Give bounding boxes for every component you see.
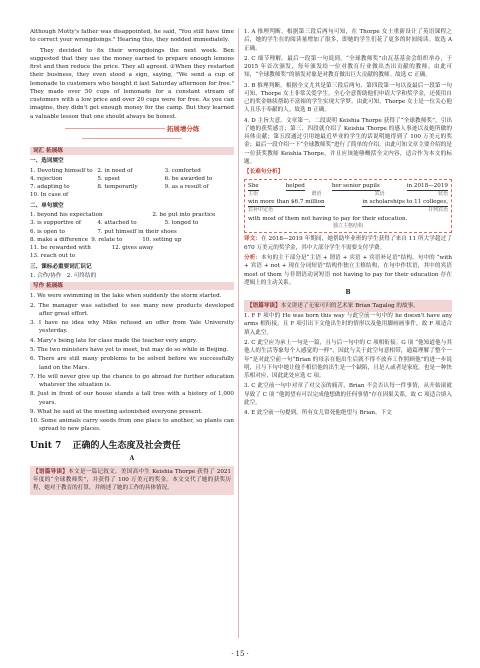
analysis-note: 分析：本句的主干部分是“主语 + 谓语 + 宾语 + 宾语补足语”结构。句中的 “with + 宾语 + not + 现在分词短语”结构作独立主格结构，在句中作状语，其中的宾语 most of them 与非谓语动词短语 not having to pay for their education 存在逻辑上的主动关系。: [244, 255, 452, 286]
list-item: 4. attached to: [97, 220, 137, 227]
analysis-sub-3: 独立主格结构: [332, 223, 363, 230]
part1-title: 一、选词填空: [30, 158, 64, 165]
list-item: 3. I have no idea why Mike refused an offer from Yale University yesterday.: [30, 320, 234, 335]
answer-item: 3. C 此空前一句中对章了对父亲的痛苦，Brian 不会否认每一件事情，从开始滚就导致了 C 项 “他渴望有可以完成他想做的任何事情”存在因果关系，故 C 项适合填入此空。: [244, 383, 452, 406]
right-column: [244, 28, 452, 419]
list-item: 3. is supportive of: [30, 220, 81, 227]
answer-item: 2. C 此空应为承上一句是一篇，且与后一句中的 C 项相衔接。G 项 “他知道他与其他人的生活等象每个人感觉的一样”，因此与关于此空句意相带，通篇理解了整个一年”是对此空前一句“Brian 的母亲在他出生后就不得不放弃工作照顾他”的进一步说明，且与下句中她让他不相信他的出生是一个缺陷，且是人或者是家庭。也是一种快乐相对应，因此此处应选 C 项。: [244, 340, 452, 380]
list-item: 12. gives away: [111, 245, 154, 252]
list-item: 5. longed to: [164, 220, 199, 227]
answer-item: 4. E 此空前一句提到，所有女儿常死他绝望与 Brian。下文: [244, 410, 392, 417]
answer-item: 1. A 推理判断。根据第三段后两句可知，在 Thorpe 女士重新设计了英语课程之后，她的学生在的阅读量增加了很多，即她的学生们花了更多的时间阅读。故选 A 正确。: [244, 29, 452, 52]
part3-title: 三、课标必重要词汇识记: [30, 263, 92, 270]
unit-heading: [30, 440, 234, 453]
analysis-line-1: She helped her senior pupils in 2018—2019: [248, 182, 448, 191]
list-item: 10. setting up: [142, 236, 182, 243]
list-item: 4. Mary's being late for class made the teacher very angry.: [30, 337, 198, 344]
list-item: 10. In case of: [30, 192, 69, 199]
list-item: 13. reach out to: [30, 253, 76, 260]
exercise-header: 词汇 拓展练: [30, 147, 234, 155]
list-item: 3. comforted: [164, 167, 201, 174]
analysis-tag: 【长难句分析】: [244, 169, 284, 176]
list-item: 7. adapting to: [30, 184, 70, 191]
list-item: 8. make a difference: [30, 236, 89, 243]
reading-guide-b: 【语篇导读】本文讲述了无家可归的艺术家 Brian Tagalog 的故事。: [244, 300, 452, 312]
page-number: · 15 ·: [231, 650, 249, 658]
answer-item: 2. C 细节理解。最后一段第一句说到，“全球教师奖”由瓦基基金会组织举办，于 2015 年首次颁发，每年颁发给一位对教育行业做出杰出贡献的教师。由此可知，“全球教师奖”的颁发对象是对教育做出巨大贡献的教师。故选 C 正确。: [244, 55, 452, 79]
guide-tag: 【语篇导读】: [33, 468, 69, 475]
list-item: 7. He will never give up the chance to go abroad for further education whatever the situation is.: [30, 373, 234, 389]
section-title: 拓展增分练: [30, 125, 234, 144]
writing-header: 写作 拓展练: [30, 282, 234, 290]
list-item: 8. Just in front of our house stands a tall tree with a history of 1,000 years.: [30, 391, 234, 406]
list-item: 1. We were swimming in the lake when suddenly the storm started.: [30, 293, 222, 300]
answer-item: 3. B 推理判断。根据全文尤其是第三段后两句、第四段第一句以及最后一段第一句可知，Thorpe 女士非常关爱学生，全心全意帮助他们申请大学和奖学金，还使用自己的奖金继续帮助不富裕的学生实现大学梦。由此可知，Thorpe 女士是一位关心他人且乐于奉献的人。故选 B 正确。: [244, 82, 452, 114]
part1-list: [30, 167, 234, 200]
list-item: 9. relate to: [91, 236, 123, 243]
sentence-analysis: [244, 179, 452, 234]
list-item: 1. 合作/协作: [30, 272, 62, 279]
list-item: 6. be awarded to: [164, 175, 213, 182]
answer-item: 4. D 主旨大意。文章第一、二段说明 Keishia Thorpe 获得了“全球教师奖”，引出了她的获奖感言；第三、四段就介绍了 Keishia Thorpe 的感人事迹以及她所做的具体贡献；第五段通过引用她最近毕业的学生的话说明她得到了 100 万美元的奖金；最后一段介绍一下“全球教师奖”进行了简单的介绍。由此可知文章主要介绍的是一位获奖教师 Keishia Thorpe，并且应该能够概括全文内容，适合作为本文的标题。: [244, 117, 452, 165]
analysis-sub-1: 主语 谓语 宾语 状语: [248, 190, 448, 197]
guide-text: 本文是一篇记叙文。美国高中生 Keishia Thorpe 获得了 2021 年度的“全球教师奖”，并获得了 100 万美元的奖金。本文交代了她的获奖历程，她对于教育的打算，并阐述了她的工作的具体情况。: [33, 468, 231, 492]
list-item: 4. rejection: [30, 175, 63, 182]
unit-title: 正确的人生态度及社会责任: [72, 440, 181, 451]
intro-paragraph-2: They decided to fix their wrongdoings the next week. Ben suggested that they use the money earned to prepare enough lemons first and then reduce the price. They all agreed. ②When they restarted their business, they even stood a sign, saying, "We send a cup of lemonade to customers who bought it last Saturday afternoon for free." They made over 50 cups of lemonade for a constant stream of customers with a low price and over 20 cups were for free. As you can imagine, they didn't get enough money for the camp. But they learned a valuable lesson that one should always be honest.: [30, 47, 234, 120]
list-item: 2. be put into practice: [152, 212, 216, 218]
list-item: 9. as a result of: [164, 184, 209, 191]
list-item: 8. temporarily: [97, 184, 138, 191]
list-item: 11. be rewarded with: [30, 245, 91, 252]
list-item: 2. The manager was satisfied to see many new products developed after great effort.: [30, 302, 234, 317]
unit-number: Unit 7: [30, 440, 62, 451]
column-divider: [238, 28, 239, 638]
list-item: 1. beyond his expectation: [30, 212, 103, 218]
part3-list: [30, 272, 234, 280]
part2-title: 二、单句填空: [30, 202, 64, 209]
list-item: 2. in need of: [97, 167, 133, 174]
list-item: 6. is open to: [30, 228, 65, 235]
reading-guide: [30, 466, 234, 495]
section-label-a: A: [129, 454, 135, 462]
intro-paragraph-1: Although Motty's father was disappointed, he said, "You still have time to correct your wrongdoings." Hearing this, they nodded immediately.: [30, 29, 234, 44]
analysis-line-3: with most of them not having to pay for their education.: [248, 215, 408, 222]
list-item: 5. upset: [97, 175, 121, 182]
sentence-list: [30, 292, 234, 433]
part2-list: [30, 211, 234, 261]
list-item: 1. Devoting himself to: [30, 167, 93, 174]
list-item: 5. The two ministers have yet to meet, but may do so while in Beijing.: [30, 346, 229, 353]
list-item: 9. What he said at the meeting astonished everyone present.: [30, 408, 203, 415]
left-column: [30, 28, 234, 495]
list-item: 10. Some animals carry seeds from one place to another, so plants can spread to new places.: [30, 418, 234, 433]
list-item: 7. put himself in their shoes: [97, 228, 177, 235]
analysis-line-2: win more than $6.7 million in scholarships to 11 colleges,: [248, 198, 448, 207]
answer-item: 1. F F 项中的 He was born this way 与此空前一句中的 he doesn't have any arms 相衔接，且 F 项引出下文他出生时的情形以及他用脚画画事件，故 F 项适合填入此空。: [244, 313, 452, 336]
section-label-b: B: [345, 289, 351, 297]
list-item: 6. There are still many problems to be solved before we successfully land on the Mars.: [30, 356, 234, 371]
translation: 译文：在 2018—2019 年期间，她帮助毕业班的学生获得了来自 11 所大学超过了 670 万美元的奖学金，其中大部分学生不需要支付学费。: [244, 236, 452, 251]
analysis-sub-2: 宾补中定语 并列宾语: [248, 207, 448, 214]
list-item: 2. 可终结的: [66, 272, 97, 279]
